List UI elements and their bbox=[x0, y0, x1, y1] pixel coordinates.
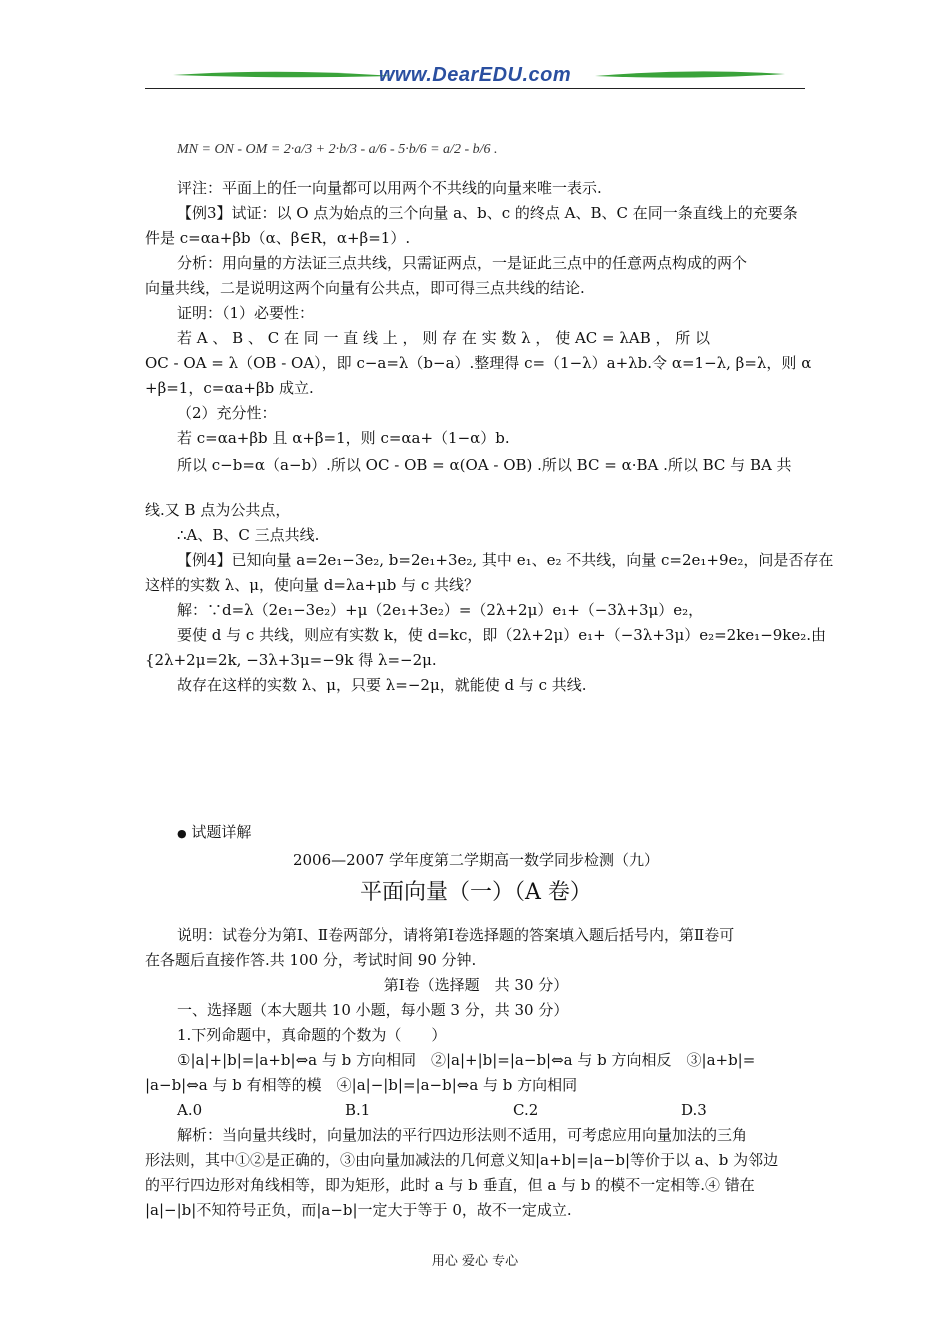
text-line: 这样的实数 λ、μ，使向量 d=λa+μb 与 c 共线？ bbox=[145, 576, 480, 594]
text-line: 形法则，其中①②是正确的，③由向量加减法的几何意义知|a+b|=|a−b|等价于以 a、b 为邻边 bbox=[145, 1151, 779, 1169]
text-line: 的平行四边形对角线相等，即为矩形，此时 a 与 b 垂直，但 a 与 b 的模不一定相等.④ 错在 bbox=[145, 1176, 755, 1194]
text-line: 【例3】试证：以 O 点为始点的三个向量 a、b、c 的终点 A、B、C 在同一条直线上的充要条 bbox=[177, 204, 798, 222]
text-line: 【例4】已知向量 a=2e₁−3e₂, b=2e₁+3e₂, 其中 e₁、e₂ 不共线，向量 c=2e₁+9e₂，问是否存在 bbox=[177, 551, 834, 569]
text-line: （2）充分性： bbox=[177, 404, 277, 422]
option-a: A.0 bbox=[177, 1101, 203, 1119]
text-line: ∴A、B、C 三点共线. bbox=[177, 526, 320, 544]
site-logo: www.DearEDU.com bbox=[378, 64, 572, 86]
text-line: 评注：平面上的任一向量都可以用两个不共线的向量来唯一表示. bbox=[177, 179, 602, 197]
text-line: {2λ+2μ=2k, −3λ+3μ=−9k 得 λ=−2μ. bbox=[145, 651, 437, 669]
answer-options bbox=[145, 1100, 807, 1120]
header-rule bbox=[145, 88, 805, 89]
option-d: D.3 bbox=[681, 1101, 707, 1119]
text-line: 分析：用向量的方法证三点共线，只需证两点，一是证此三点中的任意两点构成的两个 bbox=[177, 254, 748, 272]
exam-title: 2006—2007 学年度第二学期高一数学同步检测（九） bbox=[292, 851, 660, 869]
right-swoosh-icon bbox=[595, 70, 785, 80]
text-line: 向量共线，二是说明这两个向量有公共点，即可得三点共线的结论. bbox=[145, 279, 585, 297]
text-line: 故存在这样的实数 λ、μ，只要 λ=−2μ，就能使 d 与 c 共线. bbox=[177, 676, 587, 694]
formula-line: MN = ON - OM = 2·a/3 + 2·b/3 - a/6 - 5·b/6 = a/2 - b/6 . bbox=[177, 142, 498, 157]
bullet-icon: ● bbox=[177, 827, 187, 840]
text-line: 解析：当向量共线时，向量加法的平行四边形法则不适用，可考虑应用向量加法的三角 bbox=[177, 1126, 748, 1144]
text-line: 若 c=αa+βb 且 α+β=1，则 c=αa+（1−α）b. bbox=[177, 429, 510, 447]
text-line: 所以 c−b=α（a−b）.所以 OC - OB = α(OA - OB) .所以 BC = α·BA .所以 BC 与 BA 共 bbox=[177, 456, 792, 474]
section-label: ● 试题详解 bbox=[177, 823, 252, 841]
text-line: 要使 d 与 c 共线，则应有实数 k，使 d=kc，即（2λ+2μ）e₁+（−3λ+3μ）e₂=2ke₁−9ke₂.由 bbox=[177, 626, 827, 644]
text-line: OC - OA = λ（OB - OA），即 c−a=λ（b−a）.整理得 c=（1−λ）a+λb.令 α=1−λ, β=λ，则 α bbox=[145, 354, 812, 372]
page-footer: 用心 爱心 专心 bbox=[431, 1254, 519, 1269]
option-c: C.2 bbox=[513, 1101, 539, 1119]
text-line: 若 A 、 B 、 C 在 同 一 直 线 上 ， 则 存 在 实 数 λ ， 使 AC = λAB ， 所 以 bbox=[177, 329, 711, 347]
text-line: 在各题后直接作答.共 100 分，考试时间 90 分钟. bbox=[145, 951, 477, 969]
text-line: 解：∵d=λ（2e₁−3e₂）+μ（2e₁+3e₂）=（2λ+2μ）e₁+（−3λ+3μ）e₂， bbox=[177, 601, 704, 619]
page-header bbox=[145, 58, 805, 94]
option-b: B.1 bbox=[345, 1101, 371, 1119]
question-stem: 1.下列命题中，真命题的个数为（ ） bbox=[177, 1026, 447, 1044]
text-line: |a|−|b|不知符号正负，而|a−b|一定大于等于 0，故不一定成立. bbox=[145, 1201, 572, 1219]
text-line: 说明：试卷分为第Ⅰ、Ⅱ卷两部分，请将第Ⅰ卷选择题的答案填入题后括号内，第Ⅱ卷可 bbox=[177, 926, 735, 944]
exam-subtitle: 平面向量（一）（A 卷） bbox=[360, 880, 592, 905]
text-line: |a−b|⇔a 与 b 有相等的模 ④|a|−|b|=|a−b|⇔a 与 b 方向相同 bbox=[145, 1076, 578, 1094]
text-line: 件是 c=αa+βb（α、β∈R，α+β=1）. bbox=[145, 229, 411, 247]
text-line: 证明：（1）必要性： bbox=[177, 304, 315, 322]
text-line: 线.又 B 点为公共点， bbox=[145, 501, 291, 519]
text-line: +β=1，c=αa+βb 成立. bbox=[145, 379, 314, 397]
part-title: 第Ⅰ卷（选择题 共 30 分） bbox=[383, 976, 569, 994]
text-line: ①|a|+|b|=|a+b|⇔a 与 b 方向相同 ②|a|+|b|=|a−b|⇔a 与 b 方向相反 ③|a+b|= bbox=[177, 1051, 756, 1069]
text-line: 一、选择题（本大题共 10 小题，每小题 3 分，共 30 分） bbox=[177, 1001, 569, 1019]
